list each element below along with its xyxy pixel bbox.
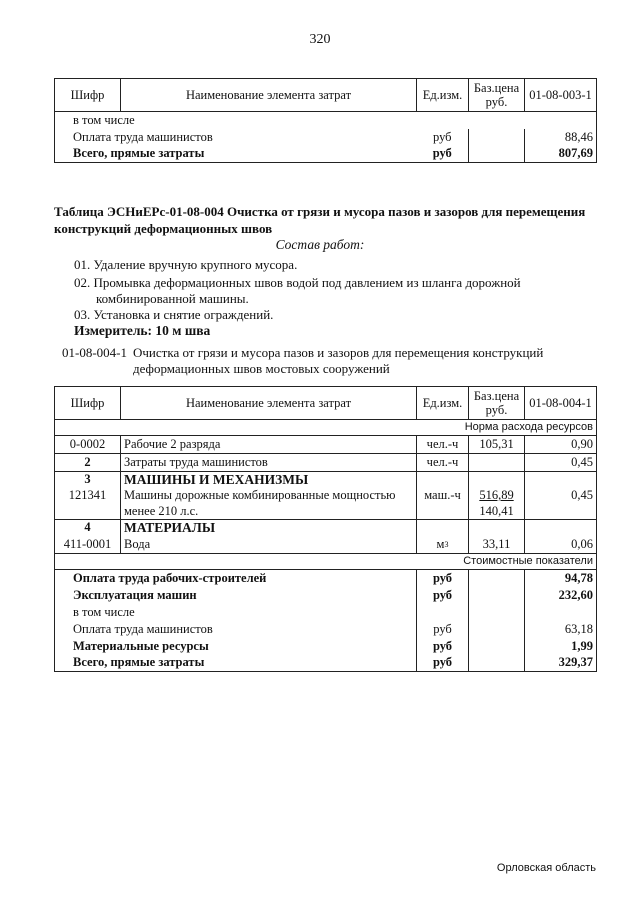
work-text: Установка и снятие ограждений. bbox=[93, 307, 274, 322]
table-row bbox=[55, 520, 597, 536]
row-value: 807,69 bbox=[525, 146, 597, 163]
cost-name: Всего, прямые затраты bbox=[55, 655, 417, 672]
table-row bbox=[55, 536, 597, 554]
resource-unit: маш.-ч bbox=[417, 488, 469, 504]
col-header-unit: Ед.изм. bbox=[417, 387, 469, 420]
resource-code: 0-0002 bbox=[55, 436, 121, 454]
row-unit: руб bbox=[432, 129, 452, 144]
resource-price-secondary: 140,41 bbox=[469, 504, 525, 520]
resource-unit: чел.-ч bbox=[417, 454, 469, 472]
table-row bbox=[55, 454, 597, 472]
resource-name: Вода bbox=[121, 536, 417, 554]
resource-value: 0,45 bbox=[525, 488, 597, 504]
resource-code: 121341 bbox=[55, 488, 121, 504]
resource-unit-base: м bbox=[436, 536, 445, 551]
rate-description bbox=[133, 345, 603, 377]
table-row bbox=[55, 621, 597, 638]
resource-unit: чел.-ч bbox=[417, 436, 469, 454]
work-item bbox=[74, 257, 297, 273]
resource-unit bbox=[417, 536, 469, 554]
col-header-code: Шифр bbox=[55, 387, 121, 420]
work-text: Промывка деформационных швов водой под давлением из шланга дорожной bbox=[93, 275, 521, 290]
rate-description-line: Очистка от грязи и мусора пазов и зазоров для перемещения конструкций bbox=[133, 345, 544, 360]
table-row bbox=[55, 436, 597, 454]
col-header-base-price: Баз.цена руб. bbox=[469, 79, 525, 112]
cost-value: 1,99 bbox=[525, 638, 597, 655]
col-header-rate: 01-08-003-1 bbox=[525, 79, 597, 112]
table-row bbox=[55, 587, 597, 604]
cost-name: Оплата труда машинистов bbox=[55, 621, 417, 638]
table-row bbox=[55, 146, 597, 163]
resource-norm-label: Норма расхода ресурсов bbox=[55, 420, 597, 436]
row-value: 88,46 bbox=[525, 129, 597, 146]
resource-price: 516,89 bbox=[469, 488, 525, 504]
col-header-rate: 01-08-004-1 bbox=[525, 387, 597, 420]
table-row bbox=[55, 129, 597, 146]
row-name: в том числе bbox=[55, 112, 597, 129]
section-title: МАШИНЫ И МЕХАНИЗМЫ bbox=[121, 472, 417, 488]
composition-title: Состав работ: bbox=[275, 237, 365, 252]
cost-unit: руб bbox=[417, 587, 469, 604]
cost-value: 94,78 bbox=[525, 570, 597, 587]
resource-name: Машины дорожные комбинированные мощностью bbox=[121, 488, 417, 504]
table-row bbox=[55, 655, 597, 672]
work-number: 01. bbox=[74, 257, 91, 272]
resource-code: 2 bbox=[55, 454, 121, 472]
section-code: 3 bbox=[55, 472, 121, 488]
cost-name: Эксплуатация машин bbox=[55, 587, 417, 604]
cost-value: 63,18 bbox=[525, 621, 597, 638]
cost-unit: руб bbox=[417, 621, 469, 638]
table-row bbox=[55, 570, 597, 587]
resource-price: 33,11 bbox=[469, 536, 525, 554]
cost-name: Оплата труда рабочих-строителей bbox=[55, 570, 417, 587]
col-header-unit: Ед.изм. bbox=[417, 79, 469, 112]
resource-code: 411-0001 bbox=[55, 536, 121, 554]
resource-price: 105,31 bbox=[469, 436, 525, 454]
table-caption: Таблица ЭСНиЕРс-01-08-004 Очистка от грязи и мусора пазов и зазоров для перемещения конструкций деформационных швов bbox=[54, 204, 586, 236]
resource-value: 0,06 bbox=[525, 536, 597, 554]
table-row bbox=[55, 488, 597, 504]
section-code: 4 bbox=[55, 520, 121, 536]
col-header-base-price: Баз.цена руб. bbox=[469, 387, 525, 420]
cost-unit: руб bbox=[417, 655, 469, 672]
col-header-name: Наименование элемента затрат bbox=[121, 387, 417, 420]
resource-name: менее 210 л.с. bbox=[121, 504, 417, 520]
table-row bbox=[55, 638, 597, 655]
cost-value: 232,60 bbox=[525, 587, 597, 604]
col-header-code: Шифр bbox=[55, 79, 121, 112]
work-number: 02. bbox=[74, 275, 91, 290]
row-name: Всего, прямые затраты bbox=[55, 146, 417, 163]
work-item bbox=[74, 307, 273, 323]
resource-name: Затраты труда машинистов bbox=[121, 454, 417, 472]
work-item bbox=[74, 275, 521, 291]
region-footer: Орловская область bbox=[496, 862, 596, 874]
resource-table bbox=[54, 386, 597, 672]
table-row bbox=[55, 504, 597, 520]
meter: Измеритель: 10 м шва bbox=[74, 323, 211, 338]
resource-value: 0,45 bbox=[525, 454, 597, 472]
section-title: МАТЕРИАЛЫ bbox=[121, 520, 417, 536]
cost-name: Материальные ресурсы bbox=[55, 638, 417, 655]
page-number: 320 bbox=[309, 32, 331, 47]
cost-name: в том числе bbox=[55, 604, 417, 621]
col-header-name: Наименование элемента затрат bbox=[121, 79, 417, 112]
resource-unit-sup: 3 bbox=[444, 539, 449, 549]
table-row bbox=[55, 604, 597, 621]
resource-value: 0,90 bbox=[525, 436, 597, 454]
rate-description-line: деформационных швов мостовых сооружений bbox=[133, 361, 390, 376]
cost-label: Стоимостные показатели bbox=[55, 554, 597, 570]
top-cost-table bbox=[54, 78, 597, 163]
rate-code: 01-08-004-1 bbox=[62, 345, 127, 360]
resource-name: Рабочие 2 разряда bbox=[121, 436, 417, 454]
row-unit: руб bbox=[417, 146, 469, 163]
table-row bbox=[55, 472, 597, 488]
row-name: Оплата труда машинистов bbox=[55, 129, 417, 146]
cost-unit: руб bbox=[417, 638, 469, 655]
work-number: 03. bbox=[74, 307, 91, 322]
work-item bbox=[96, 291, 249, 307]
cost-unit: руб bbox=[417, 570, 469, 587]
table-row bbox=[55, 112, 597, 129]
cost-value: 329,37 bbox=[525, 655, 597, 672]
work-text: Удаление вручную крупного мусора. bbox=[93, 257, 298, 272]
work-text: комбинированной машины. bbox=[96, 291, 249, 306]
